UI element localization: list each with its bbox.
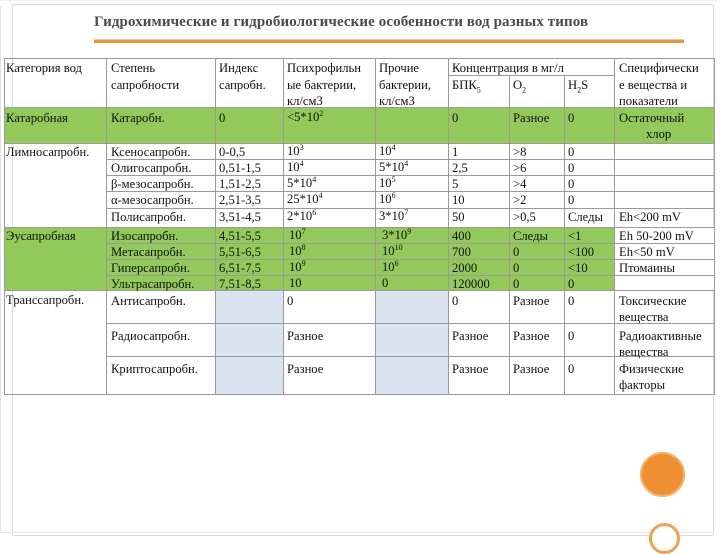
cell-index: 0,51-1,5	[219, 161, 261, 175]
cell-bpk: 5	[452, 177, 459, 191]
cell-o2: Разное	[513, 111, 550, 125]
trans-other-bg	[375, 290, 448, 395]
cell-other-bacteria: $10^6$	[382, 258, 399, 274]
trans-index-bg	[215, 290, 283, 395]
cell-psychro: $5*10^4$	[287, 174, 317, 190]
cell-psychro: $10^7$	[289, 226, 306, 242]
cell-psychro: $25*10^4$	[287, 190, 323, 206]
header-psychro: кл/см3	[287, 94, 323, 108]
cell-saprobity: Криптосапробн.	[111, 362, 198, 376]
cell-index: 6,51-7,5	[219, 261, 261, 275]
cell-category: Транссапробн.	[6, 293, 85, 307]
cell-psychro: $<5*10^2$	[287, 108, 324, 124]
header-index: Индекс	[219, 61, 259, 75]
cell-saprobity: Радиосапробн.	[111, 329, 191, 343]
header-o2: $O_2$	[513, 78, 527, 95]
cell-o2: >8	[513, 145, 527, 159]
cell-psychro: Разное	[287, 362, 324, 376]
cell-o2: 0	[513, 261, 520, 275]
grid-line	[509, 75, 510, 395]
cell-specific: Eh 50-200 mV	[619, 229, 694, 243]
header-category: Категория вод	[6, 61, 82, 75]
cell-bpk: 2000	[452, 261, 478, 275]
cell-category: Лимносапробн.	[6, 145, 90, 159]
cell-saprobity: Олигосапробн.	[111, 161, 192, 175]
cell-o2: >4	[513, 177, 527, 191]
cell-index: 0	[219, 111, 226, 125]
cell-psychro: $10^3$	[287, 142, 304, 158]
header-psychro: Психрофильн	[287, 61, 361, 75]
cell-saprobity: Ксеносапробн.	[111, 145, 191, 159]
cell-specific: Eh<200 mV	[619, 210, 682, 224]
cell-specific: Радиоактивные	[619, 329, 702, 343]
cell-o2: 0	[513, 245, 520, 259]
header-saprobity: сапробности	[111, 78, 180, 92]
cell-saprobity: Изосапробн.	[111, 229, 179, 243]
cell-h2s: 0	[568, 145, 575, 159]
cell-specific: Eh<50 mV	[619, 245, 675, 259]
cell-saprobity: Метасапробн.	[111, 245, 186, 259]
cell-h2s: Следы	[568, 210, 603, 224]
cell-other-bacteria: $10^6$	[379, 190, 396, 206]
grid-line	[106, 191, 715, 192]
cell-o2: >2	[513, 193, 527, 207]
cell-saprobity: Гиперсапробн.	[111, 261, 190, 275]
cell-specific: вещества	[619, 310, 669, 324]
cell-bpk: 0	[452, 294, 459, 308]
cell-other-bacteria: $10^4$	[379, 142, 396, 158]
cell-other-bacteria: 0	[382, 276, 389, 290]
cell-bpk: 50	[452, 210, 465, 224]
cell-psychro: $10^9$	[289, 258, 306, 274]
cell-o2: Следы	[513, 229, 548, 243]
cell-index: 4,51-5,5	[219, 229, 261, 243]
cell-specific: Остаточный	[619, 111, 685, 125]
cell-h2s: <100	[568, 245, 594, 259]
cell-specific: хлор	[646, 127, 672, 141]
cell-o2: >0,5	[513, 210, 536, 224]
cell-o2: 0	[513, 277, 520, 291]
cell-index: 3,51-4,5	[219, 210, 261, 224]
cell-other-bacteria: $10^5$	[379, 174, 396, 190]
header-h2s: $H_2S$	[568, 78, 589, 95]
cell-index: 0-0,5	[219, 145, 246, 159]
grid-line	[564, 75, 565, 395]
cell-index: 7,51-8,5	[219, 277, 261, 291]
cell-specific: Токсические	[619, 294, 687, 308]
cell-h2s: 0	[568, 193, 575, 207]
cell-specific: факторы	[619, 378, 666, 392]
cell-other-bacteria: $10^{10}$	[382, 242, 403, 258]
cell-specific: вещества	[619, 345, 669, 359]
grid-line	[106, 159, 715, 160]
cell-index: 1,51-2,5	[219, 177, 261, 191]
cell-h2s: 0	[568, 111, 575, 125]
cell-category: Эусапробная	[6, 229, 76, 243]
cell-o2: >6	[513, 161, 527, 175]
cell-bpk: 2,5	[452, 161, 468, 175]
header-bpk: $БПК_5$	[452, 78, 481, 95]
header-other-bacteria: бактерии,	[379, 78, 431, 92]
header-psychro: ые бактерии,	[287, 78, 357, 92]
header-specific: Специфически	[619, 61, 699, 75]
cell-h2s: 0	[568, 177, 575, 191]
cell-psychro: 0	[287, 294, 294, 308]
grid-line	[4, 394, 715, 395]
cell-bpk: 10	[452, 193, 465, 207]
cell-saprobity: Ультрасапробн.	[111, 277, 195, 291]
cell-saprobity: Катаробн.	[111, 111, 165, 125]
cell-o2: Разное	[513, 329, 550, 343]
cell-specific: Птомаины	[619, 261, 675, 275]
cell-bpk: 700	[452, 245, 471, 259]
cell-index: 2,51-3,5	[219, 193, 261, 207]
header-specific: показатели	[619, 94, 678, 108]
grid-line	[4, 58, 715, 59]
cell-specific: Физические	[619, 362, 684, 376]
cell-h2s: 0	[568, 362, 575, 376]
cell-psychro: $2*10^6$	[287, 207, 317, 223]
cell-psychro: Разное	[287, 329, 324, 343]
grid-line	[106, 175, 715, 176]
cell-bpk: 0	[452, 111, 459, 125]
cell-other-bacteria: $5*10^4$	[379, 158, 409, 174]
cell-saprobity: β-мезосапробн.	[111, 177, 194, 191]
header-other-bacteria: Прочие	[379, 61, 420, 75]
cell-bpk: 120000	[452, 277, 490, 291]
cell-o2: Разное	[513, 362, 550, 376]
cell-saprobity: Антисапробн.	[111, 294, 186, 308]
header-index: сапробн.	[219, 78, 266, 92]
cell-h2s: 0	[568, 161, 575, 175]
cell-bpk: Разное	[452, 329, 489, 343]
cell-bpk: Разное	[452, 362, 489, 376]
cell-psychro: $10^4$	[287, 158, 304, 174]
header-saprobity: Степень	[111, 61, 156, 75]
header-concentration: Концентрация в мг/л	[452, 61, 564, 75]
cell-h2s: 0	[568, 294, 575, 308]
grid-line	[4, 107, 715, 108]
cell-bpk: 1	[452, 145, 459, 159]
slide-title: Гидрохимические и гидробиологические особенности вод разных типов	[94, 14, 589, 30]
cell-h2s: <1	[568, 229, 582, 243]
cell-h2s: 0	[568, 329, 575, 343]
cell-psychro: 10	[289, 276, 302, 290]
cell-h2s: <10	[568, 261, 588, 275]
cell-saprobity: Полисапробн.	[111, 210, 187, 224]
cell-index: 5,51-6,5	[219, 245, 261, 259]
cell-other-bacteria: $3*10^9$	[382, 226, 412, 242]
cell-psychro: $10^8$	[289, 242, 306, 258]
decorative-orange-circle	[640, 452, 685, 497]
header-specific: е вещества и	[619, 78, 688, 92]
cell-other-bacteria: $3*10^7$	[379, 207, 409, 223]
decorative-orange-ring	[649, 523, 680, 554]
cell-category: Катаробная	[6, 111, 68, 125]
header-other-bacteria: кл/см3	[379, 94, 415, 108]
cell-saprobity: α-мезосапробн.	[111, 193, 194, 207]
cell-h2s: 0	[568, 277, 575, 291]
cell-bpk: 400	[452, 229, 471, 243]
cell-o2: Разное	[513, 294, 550, 308]
